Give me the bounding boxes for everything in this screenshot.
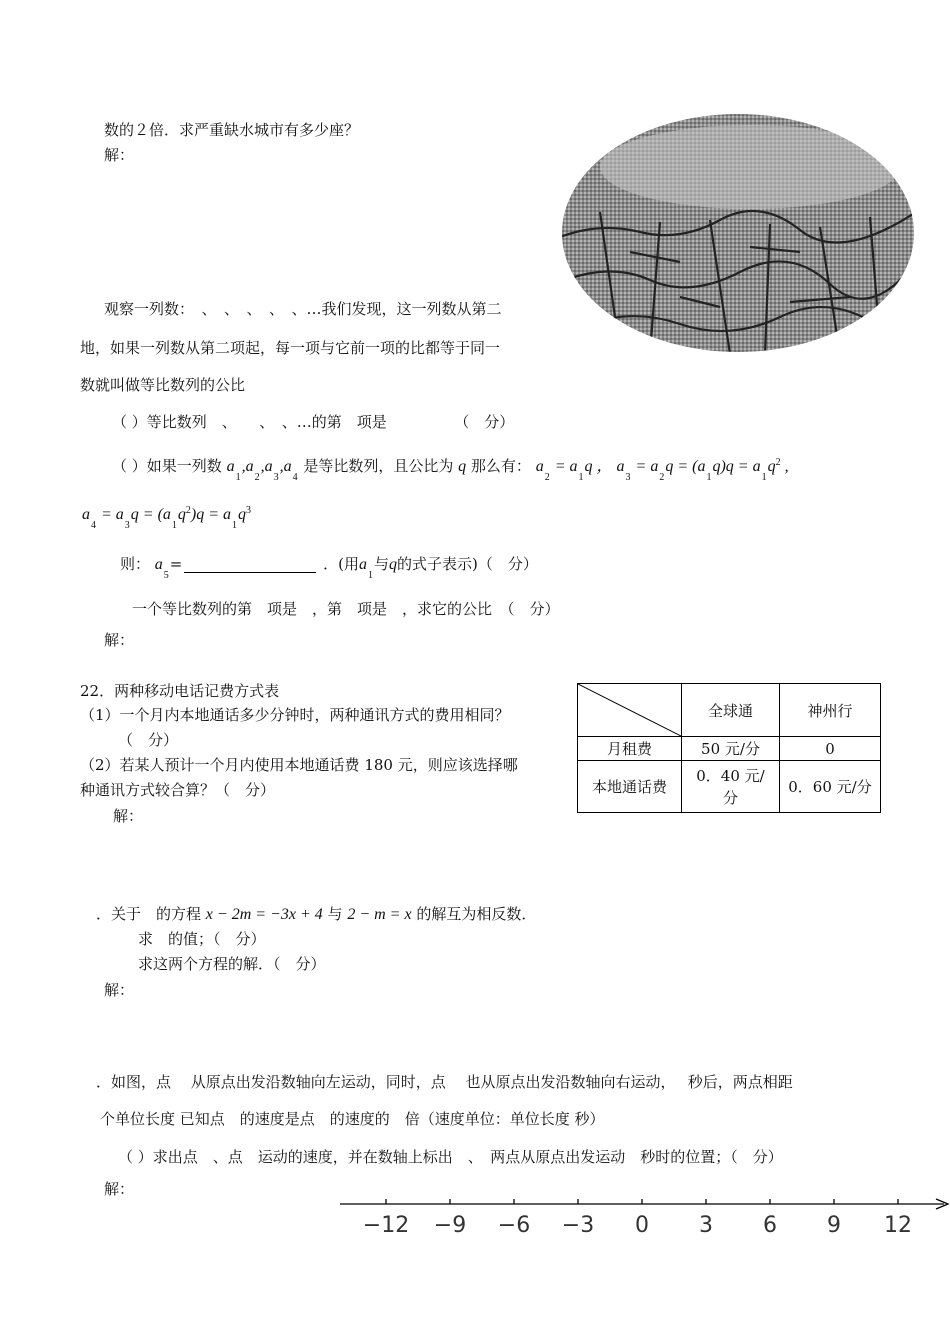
- geo-part1: （ ）等比数列 、 、 、…的第 项是 （ 分）: [112, 413, 515, 431]
- a5-symbol: $a_5$: [154, 556, 169, 581]
- header-quanqiutong: 全球通: [682, 684, 780, 737]
- cell-value: 0．60 元/分: [780, 761, 881, 813]
- a5-answer-blank[interactable]: [184, 558, 316, 573]
- axis-tick-label: −9: [433, 1213, 467, 1238]
- geo-answer-label: 解：: [104, 631, 135, 649]
- q22-part1: （1）一个月内本地通话多少分钟时，两种通讯方式的费用相同？: [80, 706, 510, 724]
- q24-line2: 个单位长度 已知点 的速度是点 的速度的 倍（速度单位：单位长度 秒）: [100, 1110, 605, 1128]
- q22-part2-line1: （2）若某人预计一个月内使用本地通话费 180 元，则应该选择哪: [80, 756, 518, 774]
- water-question-text: 数的２倍．求严重缺水城市有多少座？: [104, 121, 360, 139]
- axis-tick-label: 6: [763, 1213, 777, 1238]
- q23-line1: [96, 905, 536, 924]
- axis-tick-label: −3: [561, 1213, 595, 1238]
- cell-value: 0: [780, 737, 881, 761]
- formula-a2-a3: $a_2 = a_1q$ ， $a_3 = a_2q = (a_1q)q = a_1q^2$ ,: [535, 457, 789, 483]
- diagonal-line: [578, 684, 681, 736]
- header-shenzhouxing: 神州行: [780, 684, 881, 737]
- geo-then-end: 的式子表示)（ 分）: [397, 555, 538, 573]
- table-row: [578, 737, 881, 761]
- geo-then-and: 与: [374, 555, 390, 573]
- geo-part2-prefix: （ ）如果一列数: [112, 457, 222, 475]
- q23-part1: 求 的值；（ 分）: [138, 930, 266, 948]
- q23-mid: 与: [327, 905, 343, 923]
- q22-answer-label: 解：: [113, 807, 144, 825]
- sequence-terms: $a_1,a_2,a_3,a_4$: [226, 458, 298, 483]
- geo-part2: [112, 457, 789, 483]
- geo-intro-line1: 观察一列数： 、 、 、 、 、…我们发现，这一列数从第二: [104, 300, 502, 318]
- axis-tick-label: 12: [884, 1213, 912, 1238]
- q22-part2-line2: 种通讯方式较合算？（ 分）: [80, 781, 276, 799]
- q24-answer-label: 解：: [104, 1180, 135, 1198]
- geo-then-prefix: 则：: [120, 555, 151, 573]
- cracked-earth-photo: [560, 112, 916, 354]
- geo-then-post: ．(用: [323, 555, 360, 573]
- q23-answer-label: 解：: [104, 981, 135, 999]
- number-line: [340, 1192, 950, 1242]
- q23-part2: 求这两个方程的解．（ 分）: [138, 955, 326, 973]
- diagonal-header-cell: [578, 684, 682, 737]
- geo-intro-line2: 地，如果一列数从第二项起，每一项与它前一项的比都等于同一: [80, 339, 501, 357]
- a1-symbol: $a_1$: [359, 556, 374, 581]
- axis-tick-label: 0: [635, 1213, 649, 1238]
- geo-part2-mid: 是等比数列，且公比为: [303, 457, 454, 475]
- q24-line1: ．如图，点 从原点出发沿数轴向左运动，同时，点 也从原点出发沿数轴向右运动， 秒后，两点相距: [96, 1073, 793, 1091]
- water-answer-label: 解：: [104, 146, 135, 164]
- ratio-symbol: q: [458, 458, 467, 475]
- axis-tick-label: 9: [827, 1213, 841, 1238]
- geo-then-line: 则： $a_5=$ ．(用$a_1$与q的式子表示)（ 分）: [120, 555, 538, 581]
- q24-part1: （ ）求出点 、点 运动的速度，并在数轴上标出 、 两点从原点出发运动 秒时的位置；（ 分）: [118, 1148, 783, 1166]
- row-label: 月租费: [578, 737, 682, 761]
- q22-part1-score: （ 分）: [118, 731, 179, 749]
- formula-a4: $a_4 = a_3q = (a_1q^2)q = a_1q^3$: [82, 505, 252, 531]
- geo-intro-line3: 数就叫做等比数列的公比: [80, 376, 246, 394]
- q23-prefix: ．关于 的方程: [96, 905, 202, 923]
- geo-part3: 一个等比数列的第 项是 ，第 项是 ，求它的公比 （ 分）: [132, 600, 560, 618]
- axis-tick-label: −6: [497, 1213, 531, 1238]
- row-label: 本地通话费: [578, 761, 682, 813]
- table-row: [578, 761, 881, 813]
- equation-2: 2 − m = x: [347, 906, 412, 923]
- q22-title: 22．两种移动电话记费方式表: [80, 682, 280, 700]
- cell-value: 0．40 元/分: [682, 761, 780, 813]
- q-symbol: q: [389, 556, 398, 573]
- axis-tick-label: −12: [362, 1213, 410, 1238]
- geo-part2-then: 那么有：: [470, 457, 531, 475]
- axis-tick-label: 3: [699, 1213, 713, 1238]
- cell-value: 50 元/分: [682, 737, 780, 761]
- fee-table: [577, 683, 881, 813]
- equation-1: x − 2m = −3x + 4: [205, 906, 323, 923]
- q23-post: 的解互为相反数．: [416, 905, 537, 923]
